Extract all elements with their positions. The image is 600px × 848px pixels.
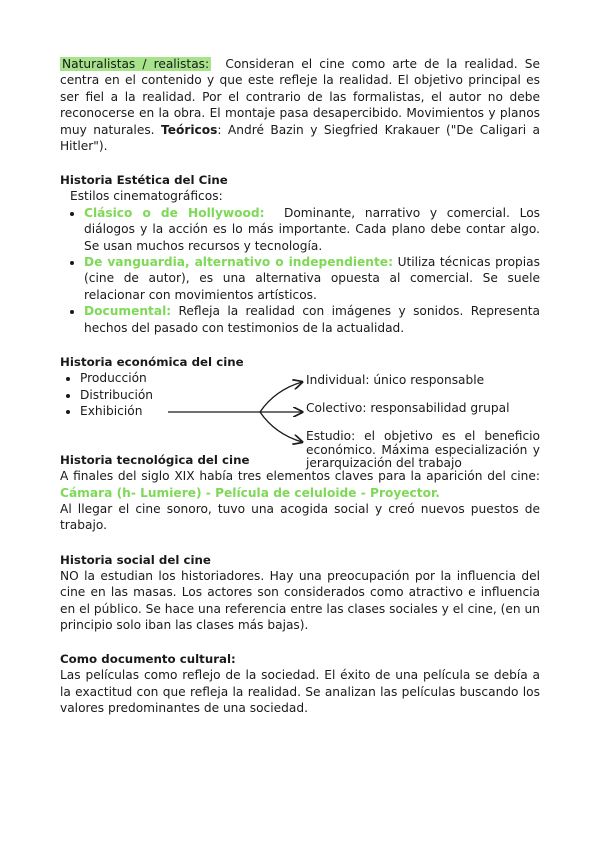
list-item [84,205,540,254]
cultural-heading: Como documento cultural: [60,652,236,667]
social-heading: Historia social del cine [60,552,211,567]
estilo-label: De vanguardia, alternativo o independiente: [84,255,393,270]
branch-estudio: Estudio: el objetivo es el beneficio económico. Máxima especialización y jerarquización del trabajo [306,429,540,471]
estilo-text: Dominante, narrativo y comercial. Los diálogos y la acción es lo más importante. Cada plano debe contar algo. Se usan muchos recursos y tecnología. [84,205,540,253]
economica-heading: Historia económica del cine [60,355,244,370]
tecnologica-highlight: Cámara (h- Lumiere) - Película de celuloide - Proyector. [60,485,440,500]
estilos-list [60,205,540,336]
tecnologica-heading: Historia tecnológica del cine [60,453,250,468]
estetica-subheading: Estilos cinematográficos: [70,189,223,204]
theorists-label: Teóricos [161,122,218,137]
list-item [84,254,540,303]
theorists-text: : André Bazin y Siegfried Krakauer ("De Caligari a Hitler"). [60,122,541,154]
cultural-section [60,651,540,716]
branch-colectivo: Colectivo: responsabilidad grupal [306,401,510,416]
social-section [60,552,540,634]
document-page [60,56,540,717]
estetica-heading: Historia Estética del Cine [60,173,228,188]
branch-individual: Individual: único responsable [306,373,485,388]
list-item [84,303,540,336]
arrow-up [260,382,302,412]
tecnologica-text-2: Al llegar el cine sonoro, tuvo una acogida social y creó nuevos puestos de trabajo. [60,501,540,533]
estilo-label: Clásico o de Hollywood: [84,205,265,220]
intro-term: Naturalistas / realistas: [62,57,210,71]
tecnologica-text-1: A finales del siglo XIX había tres elementos claves para la aparición del cine: [60,469,540,484]
cultural-text: Las películas como reflejo de la sociedad. El éxito de una película se debía a la exactitud con que refleja la realidad. Se analizan las películas buscando los valores predominantes de una sociedad. [60,668,540,716]
list-item: • Distribución [80,387,190,403]
social-text: NO la estudian los historiadores. Hay una preocupación por la influencia del cine en las masas. Los actores son considerados como atractivo e influencia en el público. Se hace una referencia entre las clases sociales y el cine, (en un principio solo iban las clases más bajas). [60,568,540,632]
estilo-text: Utiliza técnicas propias (cine de autor), es una alternativa opuesta al comercial. Se suele relacionar con movimientos artísticos. [84,255,540,302]
estilo-text: Refleja la realidad con imágenes y sonidos. Representa hechos del pasado con testimonios de la actualidad. [84,304,540,335]
list-item: • Producción [80,370,190,386]
estilo-label: Documental: [84,304,172,319]
arrow-down [260,412,302,442]
tecnologica-text [60,468,540,501]
list-item: • Exhibición [80,403,190,419]
intro-paragraph [60,56,540,154]
intro-text: Consideran el cine como arte de la realidad. Se centra en el contenido y que este refleje la realidad. El objetivo principal es ser fiel a la realidad. Por el contrario de las formalistas, el autor no debe reconocerse en la obra. El montaje pasa desapercibido. Movimientos y planos muy naturales. [60,57,540,137]
estetica-section [60,172,540,336]
